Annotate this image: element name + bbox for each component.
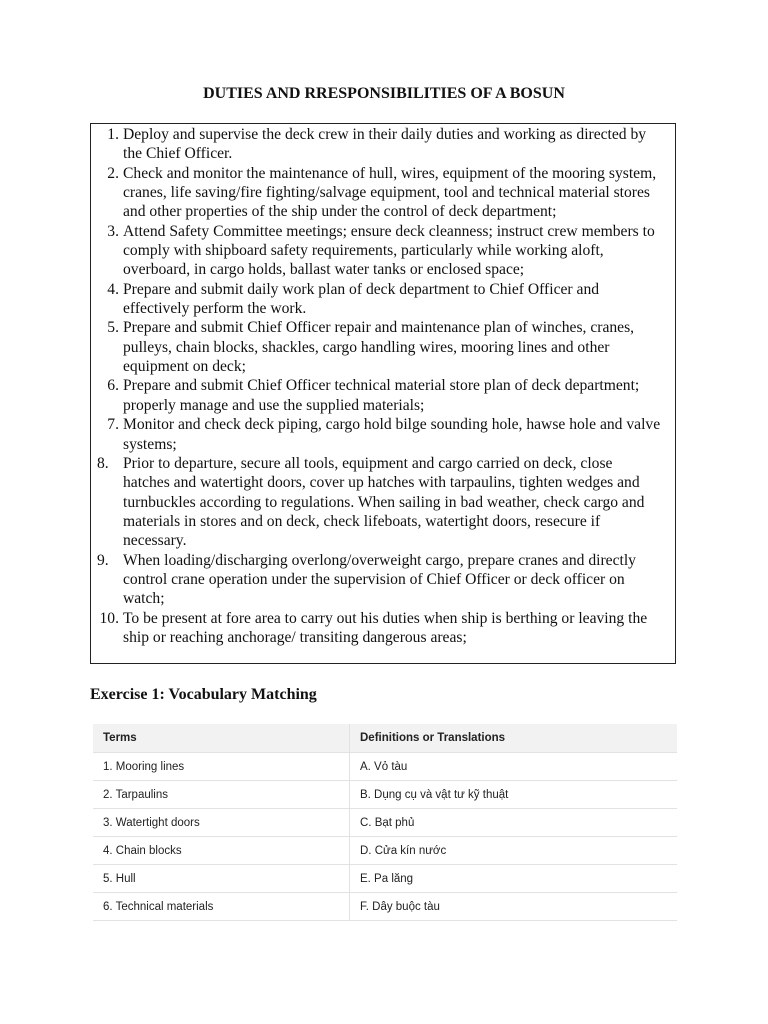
duty-text: When loading/discharging overlong/overweight cargo, prepare cranes and directly control crane operation under the supervision of Chief Officer or deck officer on watch; xyxy=(123,551,636,608)
duty-item xyxy=(91,376,675,415)
duty-item xyxy=(91,551,675,609)
table-header-row xyxy=(93,724,677,753)
duty-item xyxy=(91,609,675,648)
duty-number: 1. xyxy=(107,126,119,143)
duty-text: Deploy and supervise the deck crew in their daily duties and working as directed by the Chief Officer. xyxy=(123,126,647,163)
duty-number: 5. xyxy=(107,319,119,337)
duty-text: To be present at fore area to carry out his duties when ship is berthing or leaving the ship or reaching anchorage/ transiting dangerous areas; xyxy=(123,609,648,646)
duty-item xyxy=(91,164,675,222)
term-cell: 5. Hull xyxy=(93,865,350,893)
duty-number: 2. xyxy=(107,164,119,182)
duty-item xyxy=(91,454,675,551)
exercise-title: Exercise 1: Vocabulary Matching xyxy=(90,686,317,703)
duty-number: 10. xyxy=(99,609,119,627)
term-cell: 6. Technical materials xyxy=(93,893,350,921)
term-cell: 1. Mooring lines xyxy=(93,753,350,781)
vocabulary-table xyxy=(93,724,677,921)
table-row xyxy=(93,809,677,837)
definition-cell: F. Dây buộc tàu xyxy=(350,893,678,921)
definitions-header: Definitions or Translations xyxy=(350,724,678,753)
duty-text: Prepare and submit daily work plan of deck department to Chief Officer and effectively perform the work. xyxy=(123,280,600,318)
table-row xyxy=(93,865,677,893)
duties-list xyxy=(91,124,675,647)
duty-item xyxy=(91,415,675,454)
duty-text: Attend Safety Committee meetings; ensure deck cleanness; instruct crew members to comply with shipboard safety requirements, particularly while working aloft, overboard, in cargo holds, ballast water tanks or enclosed space; xyxy=(123,222,655,279)
term-cell: 4. Chain blocks xyxy=(93,837,350,865)
duty-number: 6. xyxy=(107,377,119,395)
duty-text: Check and monitor the maintenance of hull, wires, equipment of the mooring system, cranes, life saving/fire fighting/salvage equipment, tool and technical material stores and other properties of the ship under the control of deck department; xyxy=(123,164,657,221)
duty-text: Prior to departure, secure all tools, equipment and cargo carried on deck, close hatches and watertight doors, cover up hatches with tarpaulins, tighten wedges and turnbuckles according to regulations. When sailing in bad weather, check cargo and materials in stores and on deck, check lifeboats, watertight doors, resecure if necessary. xyxy=(123,454,645,550)
duty-item xyxy=(91,318,675,376)
page-title: DUTIES AND RRESPONSIBILITIES OF A BOSUN xyxy=(203,85,565,102)
term-cell: 2. Tarpaulins xyxy=(93,781,350,809)
table-row xyxy=(93,781,677,809)
table-row xyxy=(93,893,677,921)
definition-cell: E. Pa lăng xyxy=(350,865,678,893)
duty-number: 8. xyxy=(97,454,109,472)
duty-text: Monitor and check deck piping, cargo hold bilge sounding hole, hawse hole and valve systems; xyxy=(123,416,661,453)
terms-header: Terms xyxy=(93,724,350,753)
duty-item xyxy=(91,280,675,319)
duty-text: Prepare and submit Chief Officer technical material store plan of deck department; properly manage and use the supplied materials; xyxy=(123,377,640,414)
duty-number: 9. xyxy=(97,551,109,569)
duty-item xyxy=(91,125,675,164)
duty-text: Prepare and submit Chief Officer repair and maintenance plan of winches, cranes, pulleys, chain blocks, shackles, cargo handling wires, mooring lines and other equipment on deck; xyxy=(123,319,635,376)
definition-cell: D. Cửa kín nước xyxy=(350,837,678,865)
definition-cell: B. Dụng cụ và vật tư kỹ thuật xyxy=(350,781,678,809)
duty-number: 4. xyxy=(107,280,119,298)
term-cell: 3. Watertight doors xyxy=(93,809,350,837)
duty-number: 3. xyxy=(107,222,119,240)
duty-number: 7. xyxy=(107,416,119,434)
definition-cell: A. Vỏ tàu xyxy=(350,753,678,781)
table-row xyxy=(93,837,677,865)
duties-box xyxy=(90,123,676,664)
definition-cell: C. Bạt phủ xyxy=(350,809,678,837)
duty-item xyxy=(91,222,675,280)
table-row xyxy=(93,753,677,781)
